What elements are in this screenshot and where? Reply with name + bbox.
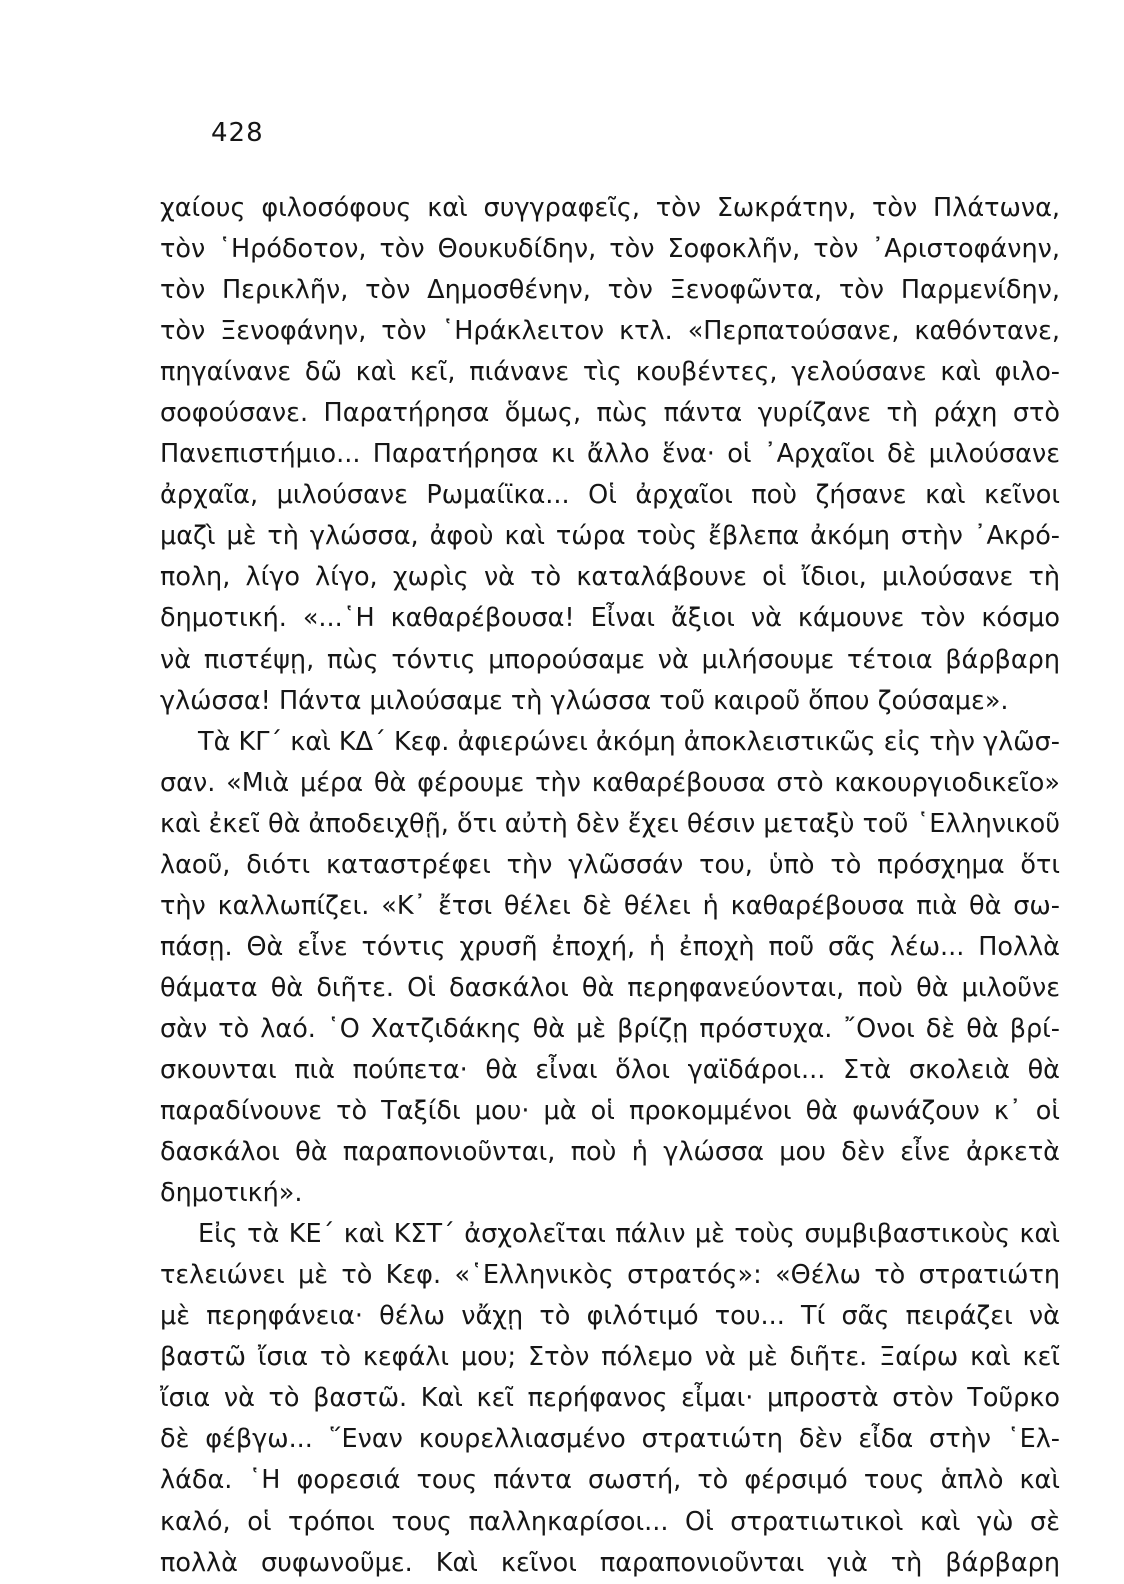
text-line: τὸν Περικλῆν, τὸν Δημοσθένην, τὸν Ξενοφῶντα, τὸν Παρμενίδην, xyxy=(160,275,1060,306)
text-line: πηγαίνανε δῶ καὶ κεῖ, πιάνανε τὶς κουβέντες, γελούσανε καὶ φιλο- xyxy=(160,357,1060,388)
text-line: δημοτική». xyxy=(160,1178,303,1209)
text-line: δημοτική. «...῾Η καθαρέβουσα! Εἶναι ἄξιοι νὰ κάμουνε τὸν κόσμο xyxy=(160,603,1060,634)
text-line: χαίους φιλοσόφους καὶ συγγραφεῖς, τὸν Σωκράτην, τὸν Πλάτωνα, xyxy=(160,193,1060,223)
text-line: μαζὶ μὲ τὴ γλώσσα, ἀφοὺ καὶ τώρα τοὺς ἔβλεπα ἀκόμη στὴν ᾿Ακρό- xyxy=(160,521,1060,552)
text-line: σὰν τὸ λαό. ῾Ο Χατζιδάκης θὰ μὲ βρίζῃ πρόστυχα. ῎Ονοι δὲ θὰ βρί- xyxy=(160,1013,1060,1044)
text-line: πολη, λίγο λίγο, χωρὶς νὰ τὸ καταλάβουνε οἱ ἴδιοι, μιλούσανε τὴ xyxy=(160,562,1060,593)
body-text xyxy=(160,188,1060,1584)
text-line: θάματα θὰ διῆτε. Οἱ δασκάλοι θὰ περηφανεύονται, ποὺ θὰ μιλοῦνε xyxy=(160,972,1060,1003)
text-line: τὸν ῾Ηρόδοτον, τὸν Θουκυδίδην, τὸν Σοφοκλῆν, τὸν ᾿Αριστοφάνην, xyxy=(160,234,1060,265)
text-line: δασκάλοι θὰ παραπονιοῦνται, ποὺ ἡ γλώσσα μου δὲν εἶνε ἀρκετὰ xyxy=(160,1137,1060,1168)
text-line: καλό, οἱ τρόποι τους παλληκαρίσοι... Οἱ στρατιωτικοὶ καὶ γὼ σὲ xyxy=(160,1506,1060,1537)
text-line: νὰ πιστέψῃ, πὼς τόντις μπορούσαμε νὰ μιλήσουμε τέτοια βάρβαρη xyxy=(160,644,1060,675)
text-line: Τὰ ΚΓ΄ καὶ ΚΔ΄ Κεφ. ἀφιερώνει ἀκόμη ἀποκλειστικῶς εἰς τὴν γλῶσ- xyxy=(198,726,1060,757)
text-line: μὲ περηφάνεια· θέλω νἄχῃ τὸ φιλότιμό του... Τί σᾶς πειράζει νὰ xyxy=(160,1301,1060,1332)
text-line: λάδα. ῾Η φορεσιά τους πάντα σωστή, τὸ φέρσιμό τους ἁπλὸ καὶ xyxy=(160,1465,1060,1496)
text-line: σοφούσανε. Παρατήρησα ὅμως, πὼς πάντα γυρίζανε τὴ ράχη στὸ xyxy=(160,398,1060,429)
text-line: Πανεπιστήμιο... Παρατήρησα κι ἄλλο ἕνα· οἱ ᾿Αρχαῖοι δὲ μιλούσανε xyxy=(160,439,1060,470)
text-line: ἀρχαῖα, μιλούσανε Ρωμαίϊκα... Οἱ ἀρχαῖοι ποὺ ζήσανε καὶ κεῖνοι xyxy=(160,480,1060,511)
text-line: Εἰς τὰ ΚΕ΄ καὶ ΚΣΤ΄ ἀσχολεῖται πάλιν μὲ τοὺς συμβιβαστικοὺς καὶ xyxy=(198,1219,1060,1250)
text-line: καὶ ἐκεῖ θὰ ἀποδειχθῇ, ὅτι αὐτὴ δὲν ἔχει θέσιν μεταξὺ τοῦ ῾Ελληνικοῦ xyxy=(160,808,1060,839)
text-line: παραδίνουνε τὸ Ταξίδι μου· μὰ οἱ προκομμένοι θὰ φωνάζουν κ᾿ οἱ xyxy=(160,1096,1060,1127)
text-line: τελειώνει μὲ τὸ Κεφ. «῾Ελληνικὸς στρατός»: «Θέλω τὸ στρατιώτη xyxy=(160,1260,1060,1291)
text-line: πολλὰ συφωνοῦμε. Καὶ κεῖνοι παραπονιοῦνται γιὰ τὴ βάρβαρη xyxy=(160,1547,1060,1578)
text-line: γλώσσα! Πάντα μιλούσαμε τὴ γλώσσα τοῦ καιροῦ ὅπου ζούσαμε». xyxy=(160,685,1009,716)
text-line: δὲ φέβγω... ῞Εναν κουρελλιασμένο στρατιώτη δὲν εἶδα στὴν ῾Ελ- xyxy=(160,1424,1060,1455)
text-line: τὸν Ξενοφάνην, τὸν ῾Ηράκλειτον κτλ. «Περπατούσανε, καθόντανε, xyxy=(160,316,1060,347)
text-line: σαν. «Μιὰ μέρα θὰ φέρουμε τὴν καθαρέβουσα στὸ κακουργιοδικεῖο» xyxy=(160,767,1060,798)
text-line: λαοῦ, διότι καταστρέφει τὴν γλῶσσάν του, ὑπὸ τὸ πρόσχημα ὅτι xyxy=(160,849,1060,880)
text-line: τὴν καλλωπίζει. «Κ᾿ ἔτσι θέλει δὲ θέλει ἡ καθαρέβουσα πιὰ θὰ σω- xyxy=(160,890,1060,921)
page-number: 428 xyxy=(211,118,264,148)
text-line: ἴσια νὰ τὸ βαστῶ. Καὶ κεῖ περήφανος εἶμαι· μπροστὰ στὸν Τοῦρκο xyxy=(160,1383,1060,1414)
text-line: σκουνται πιὰ πούπετα· θὰ εἶναι ὅλοι γαϊδάροι... Στὰ σκολειὰ θὰ xyxy=(160,1054,1060,1085)
text-line: βαστῶ ἴσια τὸ κεφάλι μου; Στὸν πόλεμο νὰ μὲ διῆτε. Ξαίρω καὶ κεῖ xyxy=(160,1342,1060,1373)
text-line: πάσῃ. Θὰ εἶνε τόντις χρυσῆ ἐποχή, ἡ ἐποχὴ ποῦ σᾶς λέω... Πολλὰ xyxy=(160,931,1060,962)
